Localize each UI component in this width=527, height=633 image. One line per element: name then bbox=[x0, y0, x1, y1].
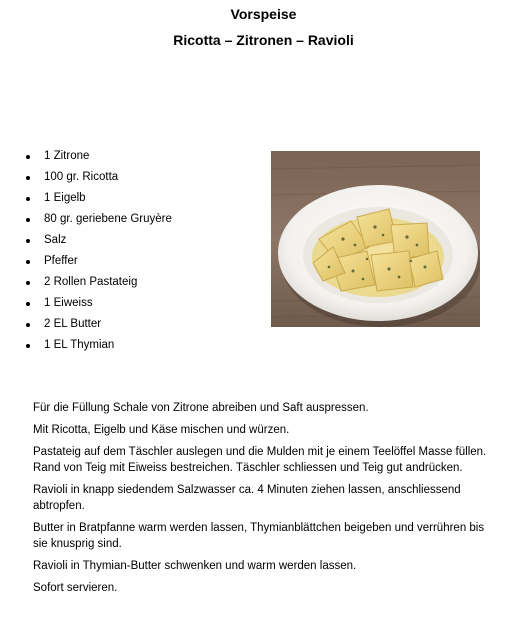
list-item bbox=[22, 167, 172, 188]
bullet-icon bbox=[26, 176, 30, 180]
ingredient-text: 1 Eiweiss bbox=[44, 297, 93, 309]
ingredient-text: 1 Eigelb bbox=[44, 192, 86, 204]
ingredient-text: 1 Zitrone bbox=[44, 150, 90, 162]
bullet-icon bbox=[26, 218, 30, 222]
ingredient-text: 2 EL Butter bbox=[44, 318, 102, 330]
instruction-step: Butter in Bratpfanne warm werden lassen, Thymianblättchen beigeben und verrühren bis sie knusprig sind. bbox=[33, 522, 485, 550]
ingredient-text: 2 Rollen Pastateig bbox=[44, 276, 138, 288]
ingredient-text: 1 EL Thymian bbox=[44, 339, 115, 351]
bullet-icon bbox=[26, 302, 30, 306]
instruction-step: Ravioli in Thymian-Butter schwenken und warm werden lassen. bbox=[33, 560, 357, 572]
instruction-step: Ravioli in knapp siedendem Salzwasser ca. 4 Minuten ziehen lassen, anschliessend abtropfen. bbox=[33, 484, 461, 512]
bullet-icon bbox=[26, 239, 30, 243]
list-item bbox=[22, 209, 172, 230]
instruction-step: Mit Ricotta, Eigelb und Käse mischen und würzen. bbox=[33, 424, 290, 436]
list-item bbox=[22, 293, 172, 314]
ingredient-list bbox=[22, 146, 172, 356]
bullet-icon bbox=[26, 260, 30, 264]
instructions bbox=[33, 400, 495, 602]
ingredient-text: 80 gr. geriebene Gruyère bbox=[44, 213, 172, 225]
bullet-icon bbox=[26, 344, 30, 348]
recipe-title: Ricotta – Zitronen – Ravioli bbox=[173, 32, 354, 48]
ingredient-text: 100 gr. Ricotta bbox=[44, 171, 119, 183]
ingredient-text: Pfeffer bbox=[44, 255, 78, 267]
instruction-step: Für die Füllung Schale von Zitrone abreiben und Saft auspressen. bbox=[33, 402, 369, 414]
list-item bbox=[22, 314, 172, 335]
list-item bbox=[22, 335, 172, 356]
ingredient-text: Salz bbox=[44, 234, 67, 246]
recipe-category: Vorspeise bbox=[230, 6, 297, 22]
list-item bbox=[22, 272, 172, 293]
bullet-icon bbox=[26, 155, 30, 159]
list-item bbox=[22, 188, 172, 209]
bullet-icon bbox=[26, 323, 30, 327]
list-item bbox=[22, 146, 172, 167]
bullet-icon bbox=[26, 281, 30, 285]
list-item bbox=[22, 230, 172, 251]
bullet-icon bbox=[26, 197, 30, 201]
list-item bbox=[22, 251, 172, 272]
instruction-step: Sofort servieren. bbox=[33, 582, 118, 594]
instruction-step: Pastateig auf dem Täschler auslegen und die Mulden mit je einem Teelöffel Masse füllen. Rand von Teig mit Eiweiss bestreichen. Täschler schliessen und Teig gut andrücken. bbox=[33, 446, 487, 474]
ravioli-dish-photo bbox=[271, 151, 480, 327]
